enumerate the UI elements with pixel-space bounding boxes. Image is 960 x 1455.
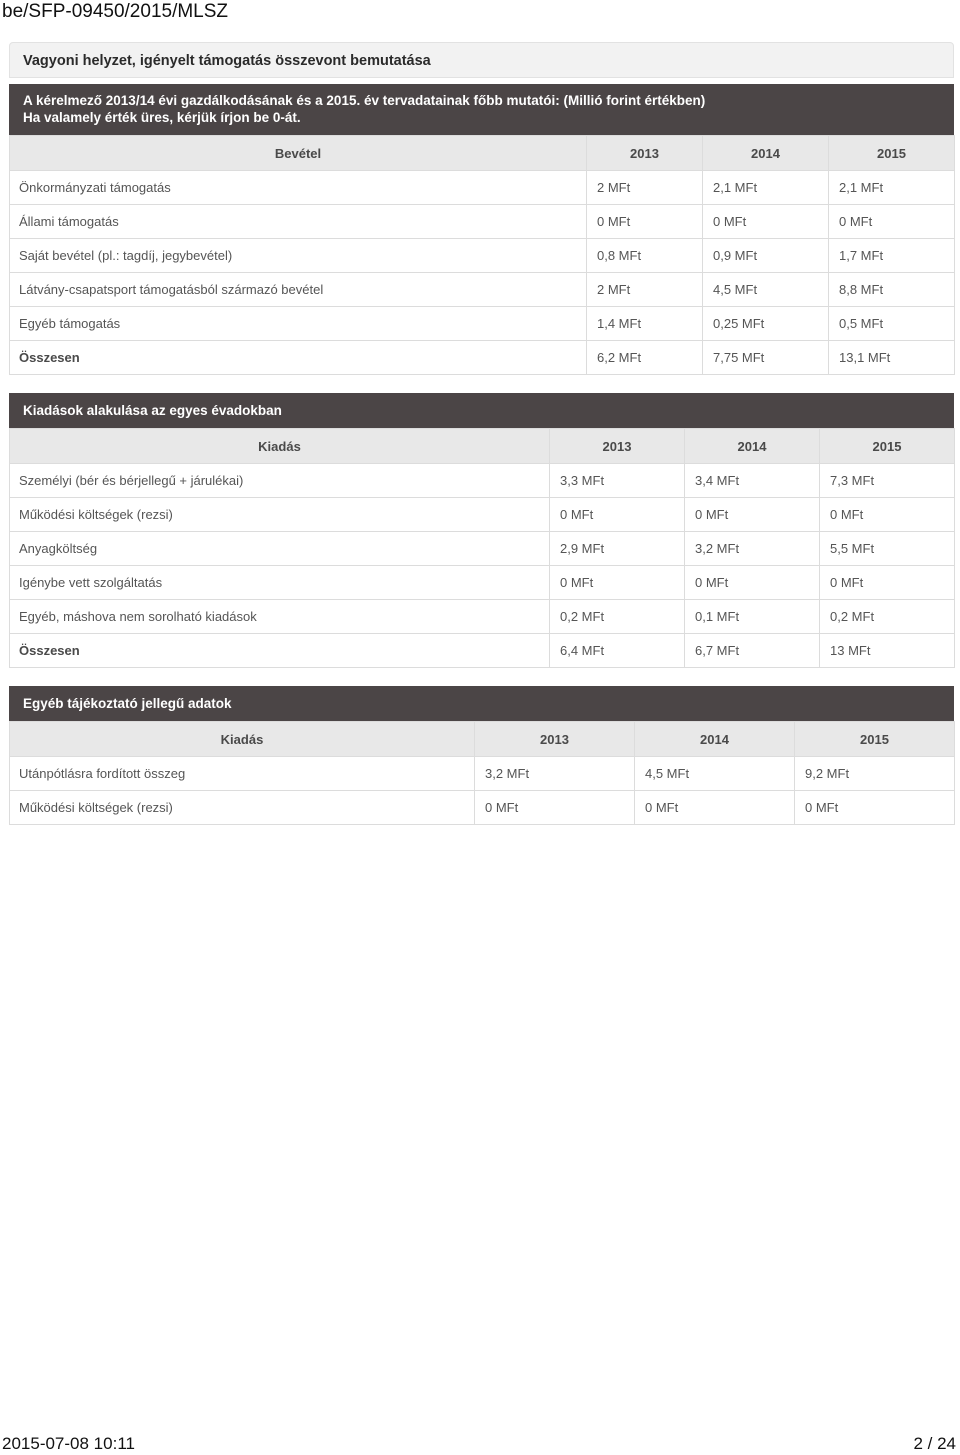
value-cell: 0 MFt <box>635 791 795 825</box>
value-cell: 0,5 MFt <box>829 307 955 341</box>
expenses-header-row <box>10 429 955 464</box>
total-row <box>10 341 955 375</box>
intro-bar <box>9 84 954 135</box>
value-cell: 0,25 MFt <box>703 307 829 341</box>
table-row <box>10 273 955 307</box>
header-cell: 2013 <box>475 722 635 757</box>
header-cell: 2015 <box>829 136 955 171</box>
intro-line-2: Ha valamely érték üres, kérjük írjon be 0-át. <box>23 110 301 125</box>
value-cell: 5,5 MFt <box>820 532 955 566</box>
value-cell: 2,1 MFt <box>829 171 955 205</box>
value-cell: 0 MFt <box>829 205 955 239</box>
value-cell: 13,1 MFt <box>829 341 955 375</box>
page-number: 2 / 24 <box>913 1434 956 1453</box>
value-cell: 0,1 MFt <box>685 600 820 634</box>
expenses-table <box>9 428 955 668</box>
intro-line-1: A kérelmező 2013/14 évi gazdálkodásának és a 2015. év tervadatainak főbb mutatói: (Millió forint értékben) <box>23 93 706 108</box>
table-row <box>10 566 955 600</box>
header-cell: 2014 <box>703 136 829 171</box>
value-cell: 0 MFt <box>587 205 703 239</box>
row-label: Látvány-csapatsport támogatásból származó bevétel <box>10 273 587 307</box>
header-cell: 2013 <box>550 429 685 464</box>
panel-title: Vagyoni helyzet, igényelt támogatás összevont bemutatása <box>9 42 954 78</box>
value-cell: 2 MFt <box>587 171 703 205</box>
header-cell: 2014 <box>635 722 795 757</box>
row-label: Önkormányzati támogatás <box>10 171 587 205</box>
value-cell: 7,3 MFt <box>820 464 955 498</box>
table-row <box>10 464 955 498</box>
value-cell: 1,4 MFt <box>587 307 703 341</box>
row-label: Összesen <box>10 634 550 668</box>
table-row <box>10 532 955 566</box>
row-label: Utánpótlásra fordított összeg <box>10 757 475 791</box>
table-row <box>10 791 955 825</box>
total-row <box>10 634 955 668</box>
row-label: Egyéb, máshova nem sorolható kiadások <box>10 600 550 634</box>
value-cell: 0 MFt <box>475 791 635 825</box>
value-cell: 0 MFt <box>795 791 955 825</box>
header-cell: Kiadás <box>10 722 475 757</box>
header-cell: Bevétel <box>10 136 587 171</box>
revenue-header-row <box>10 136 955 171</box>
value-cell: 0 MFt <box>703 205 829 239</box>
table-row <box>10 307 955 341</box>
value-cell: 0 MFt <box>820 498 955 532</box>
value-cell: 7,75 MFt <box>703 341 829 375</box>
header-cell: Kiadás <box>10 429 550 464</box>
value-cell: 0 MFt <box>820 566 955 600</box>
row-label: Személyi (bér és bérjellegű + járulékai) <box>10 464 550 498</box>
value-cell: 0,8 MFt <box>587 239 703 273</box>
value-cell: 3,4 MFt <box>685 464 820 498</box>
other-header-row <box>10 722 955 757</box>
row-label: Anyagköltség <box>10 532 550 566</box>
value-cell: 8,8 MFt <box>829 273 955 307</box>
value-cell: 3,3 MFt <box>550 464 685 498</box>
value-cell: 2 MFt <box>587 273 703 307</box>
value-cell: 0,9 MFt <box>703 239 829 273</box>
header-cell: 2013 <box>587 136 703 171</box>
other-title: Egyéb tájékoztató jellegű adatok <box>9 686 954 721</box>
table-row <box>10 600 955 634</box>
value-cell: 6,4 MFt <box>550 634 685 668</box>
value-cell: 2,9 MFt <box>550 532 685 566</box>
table-row <box>10 498 955 532</box>
table-row <box>10 239 955 273</box>
value-cell: 13 MFt <box>820 634 955 668</box>
header-cell: 2015 <box>795 722 955 757</box>
value-cell: 0 MFt <box>550 498 685 532</box>
value-cell: 6,7 MFt <box>685 634 820 668</box>
footer-timestamp: 2015-07-08 10:11 <box>2 1434 135 1453</box>
row-label: Egyéb támogatás <box>10 307 587 341</box>
table-row <box>10 171 955 205</box>
value-cell: 0 MFt <box>550 566 685 600</box>
row-label: Működési költségek (rezsi) <box>10 498 550 532</box>
value-cell: 0 MFt <box>685 566 820 600</box>
revenue-table <box>9 135 955 375</box>
other-table <box>9 721 955 825</box>
value-cell: 6,2 MFt <box>587 341 703 375</box>
value-cell: 0 MFt <box>685 498 820 532</box>
expenses-title: Kiadások alakulása az egyes évadokban <box>9 393 954 428</box>
value-cell: 4,5 MFt <box>703 273 829 307</box>
document-id: be/SFP-09450/2015/MLSZ <box>2 1 229 22</box>
row-label: Állami támogatás <box>10 205 587 239</box>
header-cell: 2015 <box>820 429 955 464</box>
value-cell: 1,7 MFt <box>829 239 955 273</box>
value-cell: 0,2 MFt <box>550 600 685 634</box>
value-cell: 0,2 MFt <box>820 600 955 634</box>
value-cell: 2,1 MFt <box>703 171 829 205</box>
row-label: Működési költségek (rezsi) <box>10 791 475 825</box>
value-cell: 3,2 MFt <box>685 532 820 566</box>
row-label: Saját bevétel (pl.: tagdíj, jegybevétel) <box>10 239 587 273</box>
header-cell: 2014 <box>685 429 820 464</box>
row-label: Igénybe vett szolgáltatás <box>10 566 550 600</box>
table-row <box>10 757 955 791</box>
value-cell: 4,5 MFt <box>635 757 795 791</box>
value-cell: 9,2 MFt <box>795 757 955 791</box>
row-label: Összesen <box>10 341 587 375</box>
table-row <box>10 205 955 239</box>
value-cell: 3,2 MFt <box>475 757 635 791</box>
